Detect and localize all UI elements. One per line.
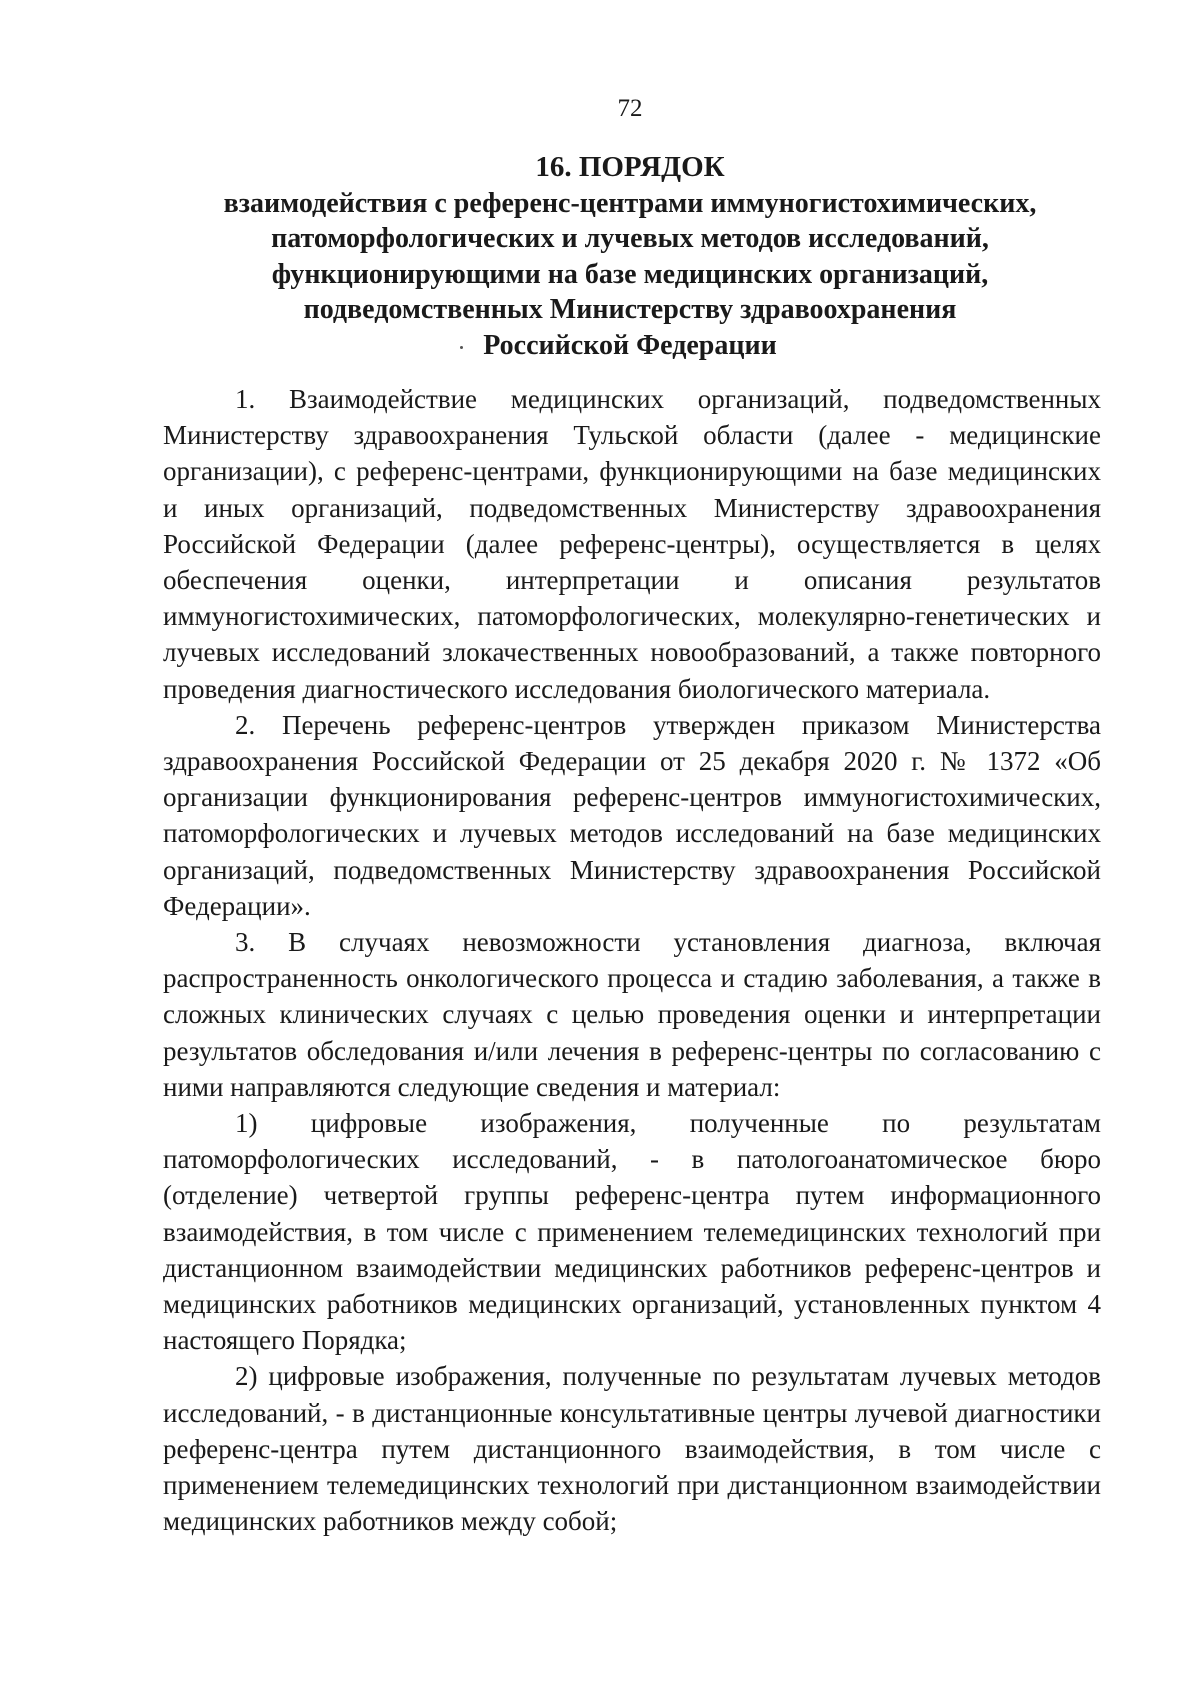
title-line: функционирующими на базе медицинских организаций,: [271, 258, 989, 290]
paragraph-3-item-2: 2) цифровые изображения, полученные по результатам лучевых методов исследований, - в дистанционные консультативные центры лучевой диагностики референс-центра путем дистанционного взаимодействия, в том числе с применением телемедицинских технологий при дистанционном взаимодействии медицинских работников между собой;: [163, 1361, 1101, 1537]
document-title: [160, 150, 1100, 363]
paragraph-1: 1. Взаимодействие медицинских организаций, подведомственных Министерству здравоохранения Тульской области (далее - медицинские организации), с референс-центрами, функционирующими на базе медицинских и иных организаций, подведомственных Министерству здравоохранения Российской Федерации (далее референс-центры), осуществляется в целях обеспечения оценки, интерпретации и описания результатов иммуногистохимических, патоморфологических, молекулярно-генетических и лучевых исследований злокачественных новообразований, а также повторного проведения диагностического исследования биологического материала.: [163, 384, 1101, 704]
scan-dot: [460, 346, 463, 349]
title-line: Российской Федерации: [483, 329, 777, 361]
title-line: подведомственных Министерству здравоохранения: [303, 294, 957, 325]
title-line: взаимодействия с референс-центрами иммуногистохимических,: [223, 187, 1037, 219]
document-body: [163, 381, 1101, 1540]
title-heading: 16. ПОРЯДОК: [535, 151, 725, 183]
title-line: патоморфологических и лучевых методов исследований,: [271, 223, 989, 254]
page-number: 72: [617, 95, 643, 122]
paragraph-3: 3. В случаях невозможности установления диагноза, включая распространенность онкологического процесса и стадию заболевания, а также в сложных клинических случаях с целью проведения оценки и интерпретации результатов обследования и/или лечения в референс-центры по согласованию с ними направляются следующие сведения и материал:: [163, 927, 1101, 1102]
paragraph-2: 2. Перечень референс-центров утвержден приказом Министерства здравоохранения Российской Федерации от 25 декабря 2020 г. № 1372 «Об организации функционирования референс-центров иммуногистохимических, патоморфологических и лучевых методов исследований на базе медицинских организаций, подведомственных Министерству здравоохранения Российской Федерации».: [163, 709, 1101, 921]
paragraph-3-item-1: 1) цифровые изображения, полученные по результатам патоморфологических исследований, - в патологоанатомическое бюро (отделение) четвертой группы референс-центра путем информационного взаимодействия, в том числе с применением телемедицинских технологий при дистанционном взаимодействии медицинских работников референс-центров и медицинских работников медицинских организаций, установленных пунктом 4 настоящего Порядка;: [163, 1108, 1101, 1356]
